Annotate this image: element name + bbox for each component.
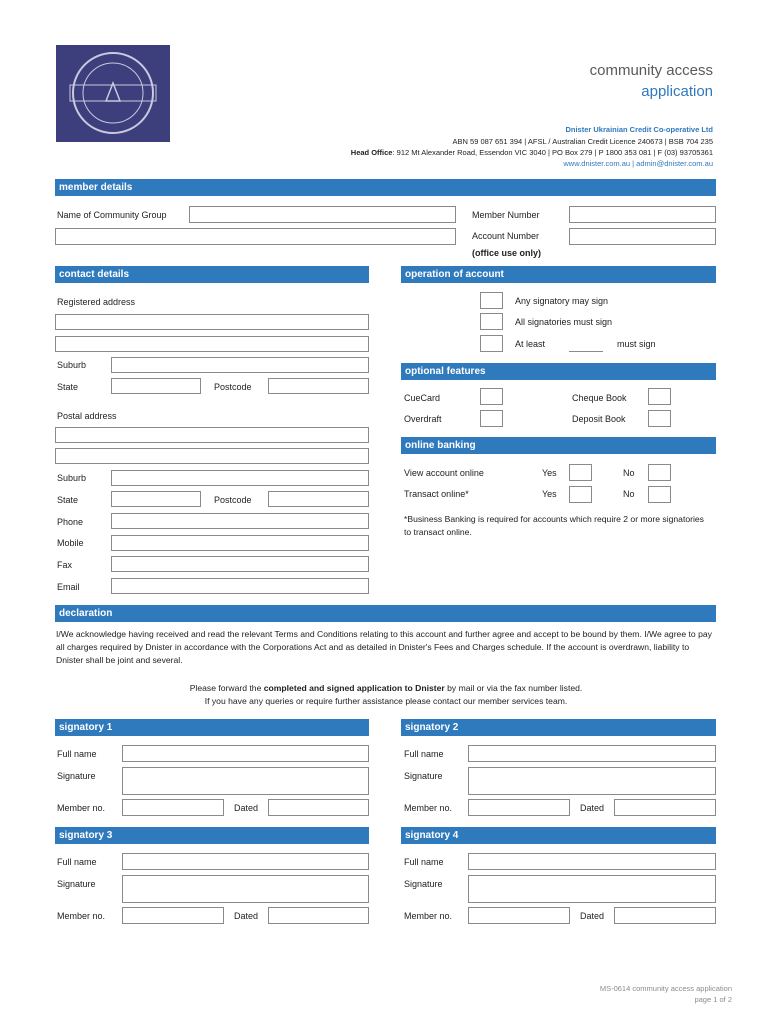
sig3-memberno-label: Member no.	[57, 911, 106, 921]
contact-details-heading: contact details	[55, 266, 369, 283]
forward-line	[56, 682, 716, 695]
forward-post: by mail or via the fax number listed.	[444, 683, 583, 693]
sig2-fullname-input[interactable]	[468, 745, 716, 762]
forward-pre: Please forward the	[189, 683, 264, 693]
head-office-text: : 912 Mt Alexander Road, Essendon VIC 3040 | PO Box 279 | P 1800 353 081 | F (03) 93705361	[392, 148, 713, 157]
suburb-input[interactable]	[111, 357, 369, 373]
sig1-signature-label: Signature	[57, 771, 96, 781]
online-banking-heading: online banking	[401, 437, 716, 454]
footer-page: page 1 of 2	[694, 995, 732, 1004]
sig4-dated-label: Dated	[580, 911, 605, 921]
mobile-label: Mobile	[57, 538, 84, 548]
postal-suburb-input[interactable]	[111, 470, 369, 486]
sig3-signature-label: Signature	[57, 879, 96, 889]
postal-state-input[interactable]	[111, 491, 201, 507]
sig4-signature-input[interactable]	[468, 875, 716, 903]
phone-input[interactable]	[111, 513, 369, 529]
transact-yes-label: Yes	[542, 489, 557, 499]
sig3-signature-input[interactable]	[122, 875, 369, 903]
sig3-memberno-input[interactable]	[122, 907, 224, 924]
state-label: State	[57, 382, 79, 392]
sig4-dated-input[interactable]	[614, 907, 716, 924]
transact-no-label: No	[623, 489, 635, 499]
head-office-label: Head Office	[350, 148, 393, 157]
title-line1: community access	[589, 62, 713, 79]
cheque-book-label: Cheque Book	[572, 393, 627, 403]
any-signatory-label: Any signatory may sign	[515, 296, 609, 306]
sig4-signature-label: Signature	[404, 879, 443, 889]
registered-address-label: Registered address	[57, 297, 136, 307]
at-least-count-line[interactable]	[569, 351, 603, 352]
postal-postcode-label: Postcode	[214, 495, 252, 505]
member-details-heading: member details	[55, 179, 716, 196]
view-online-label: View account online	[404, 468, 484, 478]
fax-input[interactable]	[111, 556, 369, 572]
sig1-signature-input[interactable]	[122, 767, 369, 795]
postal-state-label: State	[57, 495, 79, 505]
view-yes-label: Yes	[542, 468, 557, 478]
postcode-input[interactable]	[268, 378, 369, 394]
sig2-dated-input[interactable]	[614, 799, 716, 816]
sig4-fullname-label: Full name	[404, 857, 444, 867]
declaration-text: I/We acknowledge having received and read the relevant Terms and Conditions relating to this account and further agree and accept to be bound by them. I/We agree to pay all charges required by Dnister in accordance with the Corporations Act and as detailed in Dnister's Fees and Charges schedule. If the account is overdrawn, liability to Dnister shall be joint and several.	[56, 629, 712, 665]
sig1-fullname-label: Full name	[57, 749, 97, 759]
sig2-signature-label: Signature	[404, 771, 443, 781]
sig3-dated-input[interactable]	[268, 907, 369, 924]
forward-bold: completed and signed application to Dnister	[263, 683, 445, 693]
view-yes-checkbox[interactable]	[569, 464, 592, 481]
account-number-input[interactable]	[569, 228, 716, 245]
optional-features-heading: optional features	[401, 363, 716, 380]
title-line2: application	[641, 83, 713, 100]
signatory-2-heading: signatory 2	[401, 719, 716, 736]
org-name: Dnister Ukrainian Credit Co-operative Ltd	[565, 125, 713, 134]
sig1-dated-label: Dated	[234, 803, 259, 813]
phone-label: Phone	[57, 517, 84, 527]
transact-yes-checkbox[interactable]	[569, 486, 592, 503]
member-number-input[interactable]	[569, 206, 716, 223]
logo-seal-icon	[56, 45, 170, 142]
email-label: Email	[57, 582, 80, 592]
all-signatories-checkbox[interactable]	[480, 313, 503, 330]
at-least-checkbox[interactable]	[480, 335, 503, 352]
at-least-label: At least	[515, 339, 546, 349]
business-banking-note: *Business Banking is required for accounts which require 2 or more signatories to transact online.	[404, 514, 704, 537]
view-no-checkbox[interactable]	[648, 464, 671, 481]
view-no-label: No	[623, 468, 635, 478]
transact-online-label: Transact online*	[404, 489, 469, 499]
all-signatories-label: All signatories must sign	[515, 317, 613, 327]
sig1-dated-input[interactable]	[268, 799, 369, 816]
sig3-fullname-label: Full name	[57, 857, 97, 867]
web-email-line[interactable]: www.dnister.com.au | admin@dnister.com.au	[563, 159, 713, 168]
community-group-input[interactable]	[189, 206, 456, 223]
sig2-dated-label: Dated	[580, 803, 605, 813]
sig1-fullname-input[interactable]	[122, 745, 369, 762]
sig4-fullname-input[interactable]	[468, 853, 716, 870]
cuecard-label: CueCard	[404, 393, 441, 403]
registered-address-input-2[interactable]	[55, 336, 369, 352]
transact-no-checkbox[interactable]	[648, 486, 671, 503]
sig1-memberno-input[interactable]	[122, 799, 224, 816]
deposit-book-label: Deposit Book	[572, 414, 626, 424]
fax-label: Fax	[57, 560, 73, 570]
sig2-memberno-input[interactable]	[468, 799, 570, 816]
signatory-3-heading: signatory 3	[55, 827, 369, 844]
email-input[interactable]	[111, 578, 369, 594]
postal-suburb-label: Suburb	[57, 473, 87, 483]
footer-code: MS-0614 community access application	[599, 984, 732, 993]
office-use-label: (office use only)	[472, 248, 542, 258]
signatory-4-heading: signatory 4	[401, 827, 716, 844]
mobile-input[interactable]	[111, 535, 369, 551]
abn-line: ABN 59 087 651 394 | AFSL / Australian Credit Licence 240673 | BSB 704 235	[452, 137, 713, 146]
any-signatory-checkbox[interactable]	[480, 292, 503, 309]
state-input[interactable]	[111, 378, 201, 394]
cuecard-checkbox[interactable]	[480, 388, 503, 405]
sig4-memberno-label: Member no.	[404, 911, 453, 921]
declaration-heading: declaration	[55, 605, 716, 622]
sig2-signature-input[interactable]	[468, 767, 716, 795]
postal-address-label: Postal address	[57, 411, 117, 421]
member-number-label: Member Number	[472, 210, 540, 220]
postal-postcode-input[interactable]	[268, 491, 369, 507]
account-number-label: Account Number	[472, 231, 540, 241]
sig2-memberno-label: Member no.	[404, 803, 453, 813]
signatory-1-heading: signatory 1	[55, 719, 369, 736]
community-group-label: Name of Community Group	[57, 210, 167, 220]
community-group-input-2[interactable]	[55, 228, 456, 245]
cheque-book-checkbox[interactable]	[648, 388, 671, 405]
queries-line: If you have any queries or require further assistance please contact our member services team.	[204, 696, 568, 706]
suburb-label: Suburb	[57, 360, 87, 370]
sig3-fullname-input[interactable]	[122, 853, 369, 870]
registered-address-input-1[interactable]	[55, 314, 369, 330]
dnister-logo	[56, 45, 170, 142]
sig1-memberno-label: Member no.	[57, 803, 106, 813]
sig3-dated-label: Dated	[234, 911, 259, 921]
sig2-fullname-label: Full name	[404, 749, 444, 759]
postal-address-input-1[interactable]	[55, 427, 369, 443]
overdraft-checkbox[interactable]	[480, 410, 503, 427]
deposit-book-checkbox[interactable]	[648, 410, 671, 427]
overdraft-label: Overdraft	[404, 414, 442, 424]
head-office-line	[351, 148, 713, 157]
postal-address-input-2[interactable]	[55, 448, 369, 464]
operation-heading: operation of account	[401, 266, 716, 283]
sig4-memberno-input[interactable]	[468, 907, 570, 924]
must-sign-label: must sign	[617, 339, 656, 349]
postcode-label: Postcode	[214, 382, 252, 392]
